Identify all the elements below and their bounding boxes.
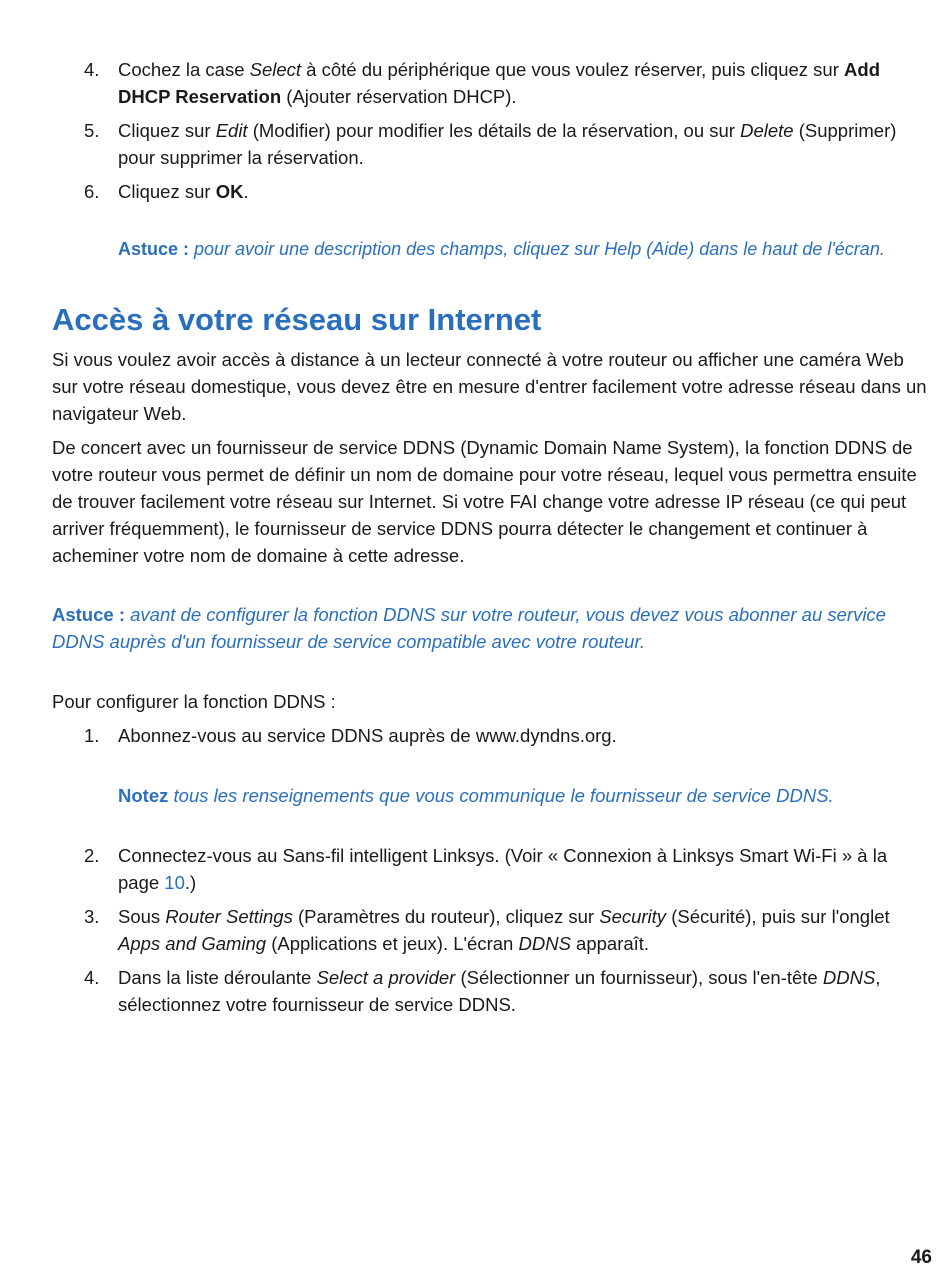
list-item-text: Cliquez sur Edit (Modifier) pour modifier les détails de la réservation, ou sur Delete (Supprimer) pour supprimer la réservation. <box>118 120 897 168</box>
document-page <box>52 0 932 1276</box>
tip-text: pour avoir une description des champs, cliquez sur Help (Aide) dans le haut de l'écran. <box>189 239 885 259</box>
note-callout <box>118 782 932 809</box>
list-item-text: Sous Router Settings (Paramètres du routeur), cliquez sur Security (Sécurité), puis sur l'onglet Apps and Gaming (Applications et jeux). L'écran DDNS apparaît. <box>118 906 890 954</box>
section-heading: Accès à votre réseau sur Internet <box>52 302 542 337</box>
tip-text: avant de configurer la fonction DDNS sur votre routeur, vous devez vous abonner au service DDNS auprès d'un fournisseur de service compatible avec votre routeur. <box>52 604 886 652</box>
list-item <box>52 964 932 1018</box>
page-link[interactable]: 10 <box>164 872 185 893</box>
list-item-text: Cliquez sur OK. <box>118 181 249 202</box>
list-item <box>52 178 932 205</box>
list-item-text: Connectez-vous au Sans-fil intelligent Linksys. (Voir « Connexion à Linksys Smart Wi-Fi » à la page 10.) <box>118 845 888 893</box>
list-number: 5. <box>84 120 100 141</box>
list-number: 6. <box>84 181 100 202</box>
list-number: 3. <box>84 906 100 927</box>
list-item-text: Cochez la case Select à côté du périphérique que vous voulez réserver, puis cliquez sur Add DHCP Reservation (Ajouter réservation DHCP). <box>118 59 880 107</box>
tip-label: Astuce : <box>52 604 125 625</box>
note-text: tous les renseignements que vous communique le fournisseur de service DDNS. <box>168 785 834 806</box>
tip-label: Astuce : <box>118 239 190 259</box>
tip-callout <box>118 236 948 263</box>
list-number: 4. <box>84 59 100 80</box>
list-item <box>52 842 932 896</box>
list-item <box>52 722 932 749</box>
list-item-text: Abonnez-vous au service DDNS auprès de www.dyndns.org. <box>118 725 617 746</box>
list-number: 1. <box>84 725 100 746</box>
list-item-text: Dans la liste déroulante Select a provider (Sélectionner un fournisseur), sous l'en-tête DDNS, sélectionnez votre fournisseur de service DDNS. <box>118 967 881 1015</box>
list-item <box>52 903 932 957</box>
list-intro: Pour configurer la fonction DDNS : <box>52 691 336 712</box>
list-item <box>52 56 932 110</box>
list-number: 2. <box>84 845 100 866</box>
list-number: 4. <box>84 967 100 988</box>
paragraph: Si vous voulez avoir accès à distance à un lecteur connecté à votre routeur ou afficher une caméra Web sur votre réseau domestique, vous devez être en mesure d'entrer facilement votre adresse réseau dans un navigateur Web. <box>52 349 927 424</box>
note-label: Notez <box>118 785 169 806</box>
page-number: 46 <box>910 1247 932 1268</box>
list-item <box>52 117 932 171</box>
paragraph: De concert avec un fournisseur de service DDNS (Dynamic Domain Name System), la fonction DDNS de votre routeur vous permet de définir un nom de domaine pour votre réseau, lequel vous permettra ensuite de trouver facilement votre réseau sur Internet. Si votre FAI change votre adresse IP réseau (ce qui peut arriver fréquemment), le fournisseur de service DDNS pourra détecter le changement et continuer à acheminer votre nom de domaine à cette adresse. <box>52 437 917 566</box>
tip-callout <box>52 601 932 655</box>
